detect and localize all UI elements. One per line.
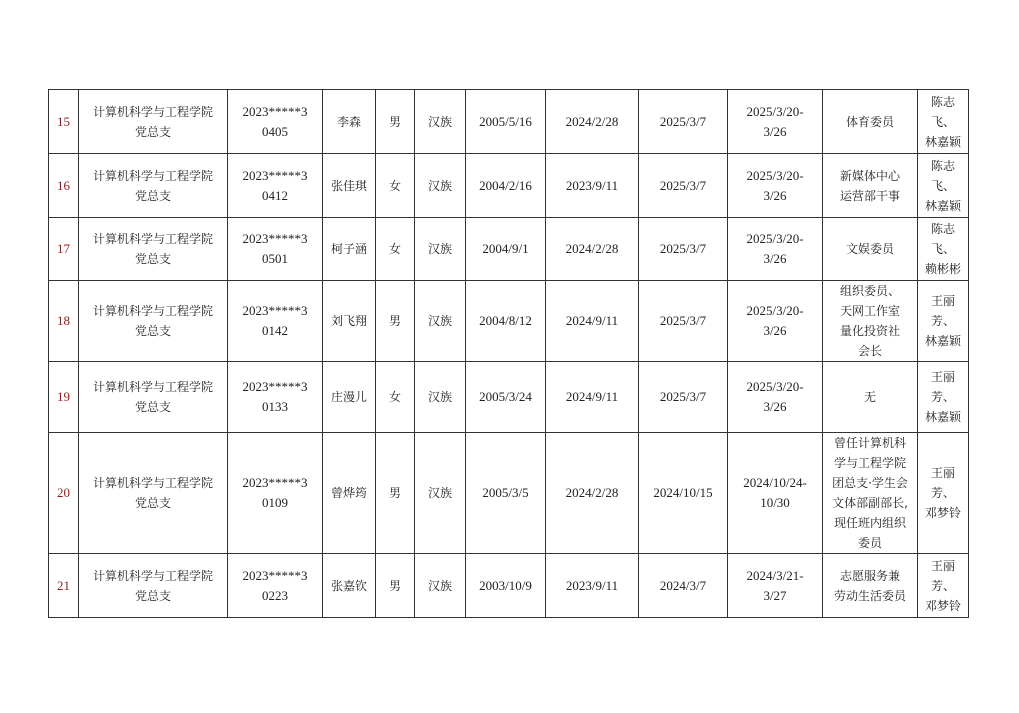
gender-cell: 男 — [376, 281, 415, 362]
application-date-cell: 2024/9/11 — [546, 281, 639, 362]
birth-date-cell: 2005/3/5 — [466, 433, 546, 554]
birth-date-cell: 2004/2/16 — [466, 154, 546, 218]
table-row — [49, 154, 969, 218]
student-name-cell: 李森 — [323, 90, 376, 154]
student-name-cell: 张佳琪 — [323, 154, 376, 218]
gender-cell: 男 — [376, 554, 415, 618]
party-branch-cell: 计算机科学与工程学院 党总支 — [79, 362, 228, 433]
application-date-cell: 2024/9/11 — [546, 362, 639, 433]
training-period-cell: 2025/3/20- 3/26 — [728, 154, 823, 218]
row-index: 19 — [49, 362, 79, 433]
student-name-cell: 刘飞翔 — [323, 281, 376, 362]
position-cell: 志愿服务兼 劳动生活委员 — [823, 554, 918, 618]
birth-date-cell: 2005/5/16 — [466, 90, 546, 154]
ethnicity-cell: 汉族 — [415, 554, 466, 618]
party-branch-cell: 计算机科学与工程学院 党总支 — [79, 90, 228, 154]
application-date-cell: 2024/2/28 — [546, 433, 639, 554]
activist-date-cell: 2025/3/7 — [639, 218, 728, 281]
birth-date-cell: 2003/10/9 — [466, 554, 546, 618]
contact-persons-cell: 王丽芳、 邓梦铃 — [918, 433, 969, 554]
activist-date-cell: 2025/3/7 — [639, 281, 728, 362]
position-cell: 文娱委员 — [823, 218, 918, 281]
contact-persons-cell: 陈志飞、 林嘉颖 — [918, 154, 969, 218]
birth-date-cell: 2005/3/24 — [466, 362, 546, 433]
contact-persons-cell: 陈志飞、 林嘉颖 — [918, 90, 969, 154]
application-date-cell: 2024/2/28 — [546, 218, 639, 281]
student-name-cell: 张嘉钦 — [323, 554, 376, 618]
student-name-cell: 曾烨筠 — [323, 433, 376, 554]
activist-date-cell: 2025/3/7 — [639, 362, 728, 433]
ethnicity-cell: 汉族 — [415, 154, 466, 218]
application-date-cell: 2023/9/11 — [546, 154, 639, 218]
row-index: 15 — [49, 90, 79, 154]
activist-date-cell: 2024/3/7 — [639, 554, 728, 618]
position-cell: 无 — [823, 362, 918, 433]
training-period-cell: 2024/10/24- 10/30 — [728, 433, 823, 554]
roster-body — [49, 90, 969, 618]
training-period-cell: 2025/3/20- 3/26 — [728, 362, 823, 433]
student-name-cell: 柯子涵 — [323, 218, 376, 281]
position-cell: 体育委员 — [823, 90, 918, 154]
gender-cell: 男 — [376, 433, 415, 554]
student-name-cell: 庄漫儿 — [323, 362, 376, 433]
application-date-cell: 2023/9/11 — [546, 554, 639, 618]
activist-date-cell: 2024/10/15 — [639, 433, 728, 554]
activist-date-cell: 2025/3/7 — [639, 154, 728, 218]
gender-cell: 男 — [376, 90, 415, 154]
row-index: 16 — [49, 154, 79, 218]
row-index: 20 — [49, 433, 79, 554]
student-id-cell: 2023*****3 0405 — [228, 90, 323, 154]
member-roster-table — [48, 89, 969, 618]
table-row — [49, 218, 969, 281]
table-row — [49, 433, 969, 554]
position-cell: 新媒体中心 运营部干事 — [823, 154, 918, 218]
birth-date-cell: 2004/9/1 — [466, 218, 546, 281]
contact-persons-cell: 王丽芳、 邓梦铃 — [918, 554, 969, 618]
student-id-cell: 2023*****3 0109 — [228, 433, 323, 554]
training-period-cell: 2025/3/20- 3/26 — [728, 218, 823, 281]
position-cell: 曾任计算机科 学与工程学院 团总支·学生会 文体部副部长, 现任班内组织 委员 — [823, 433, 918, 554]
party-branch-cell: 计算机科学与工程学院 党总支 — [79, 218, 228, 281]
ethnicity-cell: 汉族 — [415, 90, 466, 154]
ethnicity-cell: 汉族 — [415, 433, 466, 554]
row-index: 17 — [49, 218, 79, 281]
table-row — [49, 281, 969, 362]
row-index: 21 — [49, 554, 79, 618]
student-id-cell: 2023*****3 0223 — [228, 554, 323, 618]
contact-persons-cell: 王丽芳、 林嘉颖 — [918, 281, 969, 362]
table-row — [49, 362, 969, 433]
student-id-cell: 2023*****3 0501 — [228, 218, 323, 281]
activist-date-cell: 2025/3/7 — [639, 90, 728, 154]
contact-persons-cell: 陈志飞、 赖彬彬 — [918, 218, 969, 281]
party-branch-cell: 计算机科学与工程学院 党总支 — [79, 154, 228, 218]
application-date-cell: 2024/2/28 — [546, 90, 639, 154]
gender-cell: 女 — [376, 362, 415, 433]
ethnicity-cell: 汉族 — [415, 281, 466, 362]
party-branch-cell: 计算机科学与工程学院 党总支 — [79, 433, 228, 554]
training-period-cell: 2025/3/20- 3/26 — [728, 90, 823, 154]
position-cell: 组织委员、 天网工作室 量化投资社 会长 — [823, 281, 918, 362]
gender-cell: 女 — [376, 154, 415, 218]
ethnicity-cell: 汉族 — [415, 218, 466, 281]
table-row — [49, 90, 969, 154]
gender-cell: 女 — [376, 218, 415, 281]
student-id-cell: 2023*****3 0133 — [228, 362, 323, 433]
party-branch-cell: 计算机科学与工程学院 党总支 — [79, 281, 228, 362]
row-index: 18 — [49, 281, 79, 362]
birth-date-cell: 2004/8/12 — [466, 281, 546, 362]
contact-persons-cell: 王丽芳、 林嘉颖 — [918, 362, 969, 433]
party-branch-cell: 计算机科学与工程学院 党总支 — [79, 554, 228, 618]
training-period-cell: 2025/3/20- 3/26 — [728, 281, 823, 362]
ethnicity-cell: 汉族 — [415, 362, 466, 433]
table-row — [49, 554, 969, 618]
student-id-cell: 2023*****3 0142 — [228, 281, 323, 362]
student-id-cell: 2023*****3 0412 — [228, 154, 323, 218]
training-period-cell: 2024/3/21- 3/27 — [728, 554, 823, 618]
